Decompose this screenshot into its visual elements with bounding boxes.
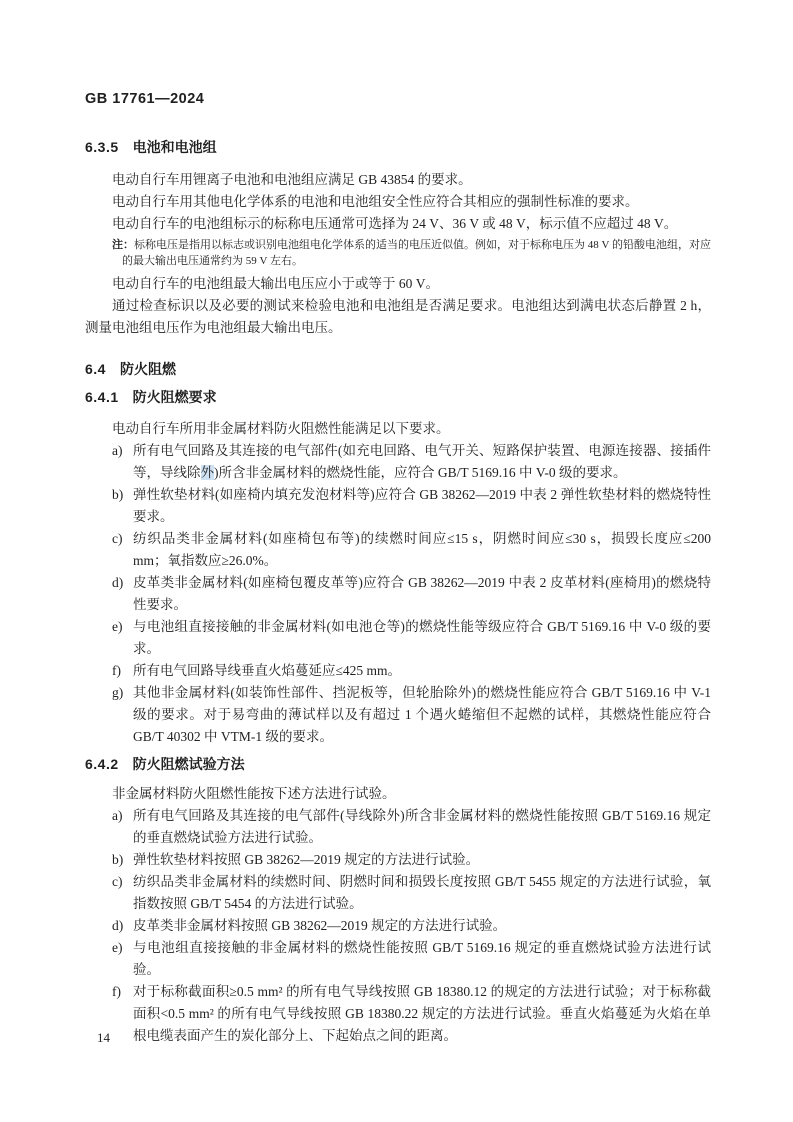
- item-text-segment: 所有电气回路及其连接的电气部件(如充电回路、电气开关、短路保护装置、电源连接器、接插件等，导线除: [133, 443, 711, 480]
- item-text: 对于标称截面积≥0.5 mm² 的所有电气导线按照 GB 18380.12 的规定的方法进行试验；对于标称截面积<0.5 mm² 的所有电气导线按照 GB 18380.22 规定的方法进行试验。垂直火焰蔓延为火焰在单根电缆表面产生的炭化部分上、下起始点之间的距离。: [133, 984, 711, 1043]
- clause-title: 电池和电池组: [132, 139, 217, 155]
- list-item: [85, 915, 711, 937]
- page-content: [85, 92, 711, 1047]
- item-label: c): [112, 874, 123, 889]
- note-label: 注：: [112, 239, 134, 251]
- standard-code-header: GB 17761—2024: [85, 91, 205, 107]
- list-item: [85, 528, 711, 572]
- item-text: 弹性软垫材料按照 GB 38262—2019 规定的方法进行试验。: [133, 852, 480, 867]
- list-item: [85, 682, 711, 748]
- test-methods-list: [85, 805, 711, 1047]
- list-item: [85, 937, 711, 981]
- list-intro: 非金属材料防火阻燃性能按下述方法进行试验。: [112, 786, 396, 801]
- item-label: e): [112, 940, 123, 955]
- list-item: [85, 484, 711, 528]
- item-text: 弹性软垫材料(如座椅内填充发泡材料等)应符合 GB 38262—2019 中表 2 弹性软垫材料的燃烧特性要求。: [133, 487, 711, 524]
- item-text: 皮革类非金属材料按照 GB 38262—2019 规定的方法进行试验。: [133, 918, 507, 933]
- clause-heading-6-4-1: [85, 389, 711, 406]
- item-text: 与电池组直接接触的非金属材料(如电池仓等)的燃烧性能等级应符合 GB/T 5169.16 中 V-0 级的要求。: [133, 619, 711, 656]
- list-item: [85, 849, 711, 871]
- clause-number: 6.4: [85, 361, 106, 377]
- paragraph: 电动自行车用锂离子电池和电池组应满足 GB 43854 的要求。: [112, 172, 472, 187]
- item-label: a): [112, 443, 123, 458]
- page-number: 14: [97, 1030, 110, 1045]
- list-item: [85, 572, 711, 616]
- item-label: b): [112, 852, 124, 867]
- item-text: 所有电气回路导线垂直火焰蔓延应≤425 mm。: [133, 663, 402, 678]
- paragraph: 电动自行车的电池组最大输出电压应小于或等于 60 V。: [112, 276, 439, 291]
- paragraph: 电动自行车的电池组标示的标称电压通常可选择为 24 V、36 V 或 48 V，标示值不应超过 48 V。: [112, 216, 678, 231]
- note-text: 标称电压是指用以标志或识别电池组电化学体系的适当的电压近似值。例如，对于标称电压为 48 V 的铅酸电池组，对应的最大输出电压通常约为 59 V 左右。: [122, 239, 711, 267]
- item-text: 纺织品类非金属材料(如座椅包布等)的续燃时间应≤15 s，阴燃时间应≤30 s，损毁长度应≤200 mm；氧指数应≥26.0%。: [133, 531, 711, 568]
- note-paragraph: [85, 237, 711, 269]
- item-text: [133, 443, 711, 480]
- requirements-list: [85, 440, 711, 748]
- item-label: d): [112, 918, 124, 933]
- item-text: 所有电气回路及其连接的电气部件(导线除外)所含非金属材料的燃烧性能按照 GB/T 5169.16 规定的垂直燃烧试验方法进行试验。: [133, 808, 711, 845]
- paragraph: 电动自行车用其他电化学体系的电池和电池组安全性应符合其相应的强制性标准的要求。: [112, 194, 639, 209]
- clause-number: 6.4.2: [85, 756, 119, 772]
- item-label: e): [112, 619, 123, 634]
- item-label: f): [112, 663, 121, 678]
- clause-number: 6.4.1: [85, 389, 119, 405]
- list-item: [85, 440, 711, 484]
- list-intro: 电动自行车所用非金属材料防火阻燃性能满足以下要求。: [112, 421, 450, 436]
- clause-heading-6-4: [85, 361, 711, 378]
- item-label: d): [112, 575, 124, 590]
- list-item: [85, 805, 711, 849]
- item-text: 皮革类非金属材料(如座椅包覆皮革等)应符合 GB 38262—2019 中表 2 皮革材料(座椅用)的燃烧特性要求。: [133, 575, 711, 612]
- item-label: a): [112, 808, 123, 823]
- item-text: 其他非金属材料(如装饰性部件、挡泥板等，但轮胎除外)的燃烧性能应符合 GB/T 5169.16 中 V-1 级的要求。对于易弯曲的薄试样以及有超过 1 个遇火蜷缩但不起燃的试样，其燃烧性能应符合 GB/T 40302 中 VTM-1 级的要求。: [133, 685, 711, 744]
- item-text: 纺织品类非金属材料的续燃时间、阴燃时间和损毁长度按照 GB/T 5455 规定的方法进行试验，氧指数按照 GB/T 5454 的方法进行试验。: [133, 874, 711, 911]
- clause-title: 防火阻燃要求: [132, 389, 217, 405]
- list-item: [85, 616, 711, 660]
- clause-heading-6-3-5: [85, 139, 711, 156]
- list-item: [85, 981, 711, 1047]
- item-label: c): [112, 531, 123, 546]
- list-item: [85, 660, 711, 682]
- clause-title: 防火阻燃: [119, 361, 176, 377]
- item-text-segment: )所含非金属材料的燃烧性能，应符合 GB/T 5169.16 中 V-0 级的要求。: [214, 465, 627, 480]
- item-text: 与电池组直接接触的非金属材料的燃烧性能按照 GB/T 5169.16 规定的垂直燃烧试验方法进行试验。: [133, 940, 711, 977]
- clause-number: 6.3.5: [85, 139, 119, 155]
- text-highlight: 外: [200, 465, 214, 480]
- item-label: g): [112, 685, 124, 700]
- list-item: [85, 871, 711, 915]
- item-label: b): [112, 487, 124, 502]
- paragraph: 通过检查标识以及必要的测试来检验电池和电池组是否满足要求。电池组达到满电状态后静置 2 h，测量电池组电压作为电池组最大输出电压。: [85, 298, 711, 335]
- clause-heading-6-4-2: [85, 756, 711, 773]
- clause-title: 防火阻燃试验方法: [132, 756, 245, 772]
- item-label: f): [112, 984, 121, 999]
